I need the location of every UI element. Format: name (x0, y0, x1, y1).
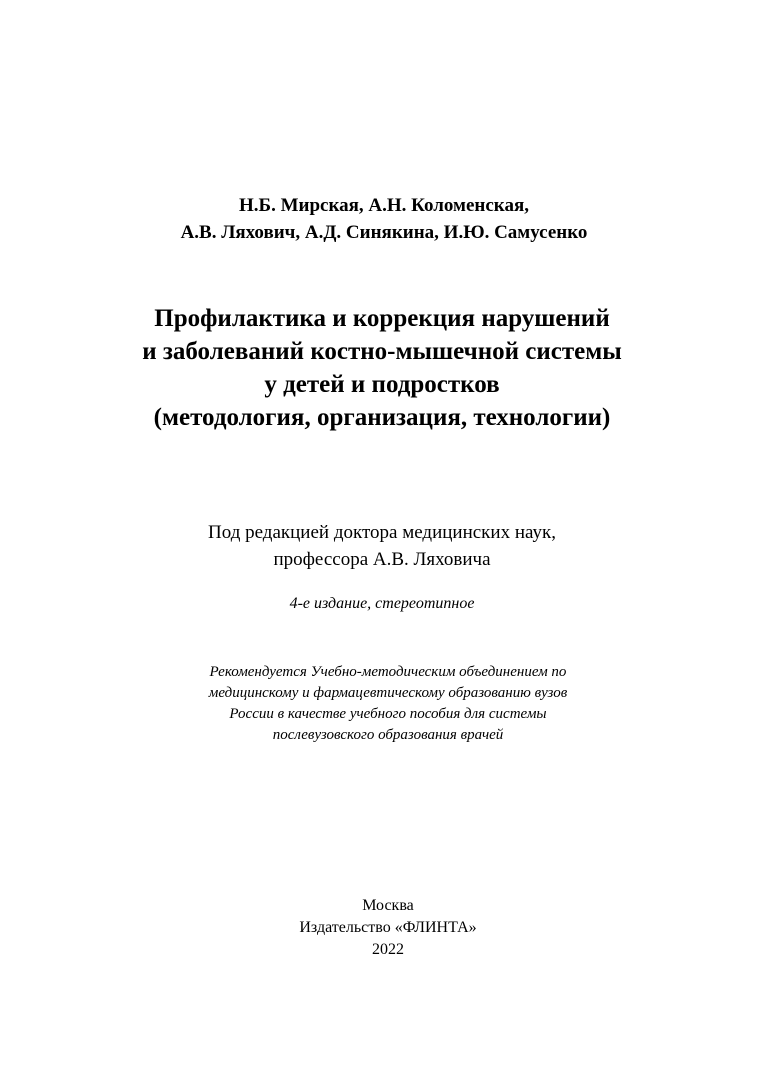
imprint-publisher: Издательство «ФЛИНТА» (299, 919, 477, 936)
editor-line-1: Под редакцией доктора медицинских наук, (208, 522, 556, 543)
title-line-3: у детей и подростков (264, 371, 500, 398)
edition-note (0, 593, 764, 615)
authors (2, 192, 764, 246)
imprint (6, 895, 764, 961)
title-line-1: Профилактика и коррекция нарушений (154, 305, 610, 332)
recommendation-note (6, 662, 764, 746)
title-line-4: (методология, организация, технологии) (153, 404, 611, 431)
recommendation-line-1: Рекомендуется Учебно-методическим объединением по (209, 664, 567, 680)
editor-line-2: профессора А.В. Ляховича (273, 549, 491, 570)
recommendation-line-4: послевузовского образования врачей (272, 727, 504, 743)
book-title (0, 302, 764, 434)
recommendation-line-2: медицинскому и фармацевтическому образованию вузов (208, 685, 568, 701)
authors-line-2: А.В. Ляхович, А.Д. Синякина, И.Ю. Самусенко (180, 222, 588, 243)
edition-line: 4-е издание, стереотипное (289, 595, 475, 612)
imprint-year: 2022 (372, 941, 404, 958)
recommendation-line-3: России в качестве учебного пособия для системы (229, 706, 547, 722)
editor-note (0, 519, 764, 573)
imprint-city: Москва (362, 897, 414, 914)
authors-line-1: Н.Б. Мирская, А.Н. Коломенская, (239, 195, 529, 216)
title-line-2: и заболеваний костно-мышечной системы (142, 338, 622, 365)
